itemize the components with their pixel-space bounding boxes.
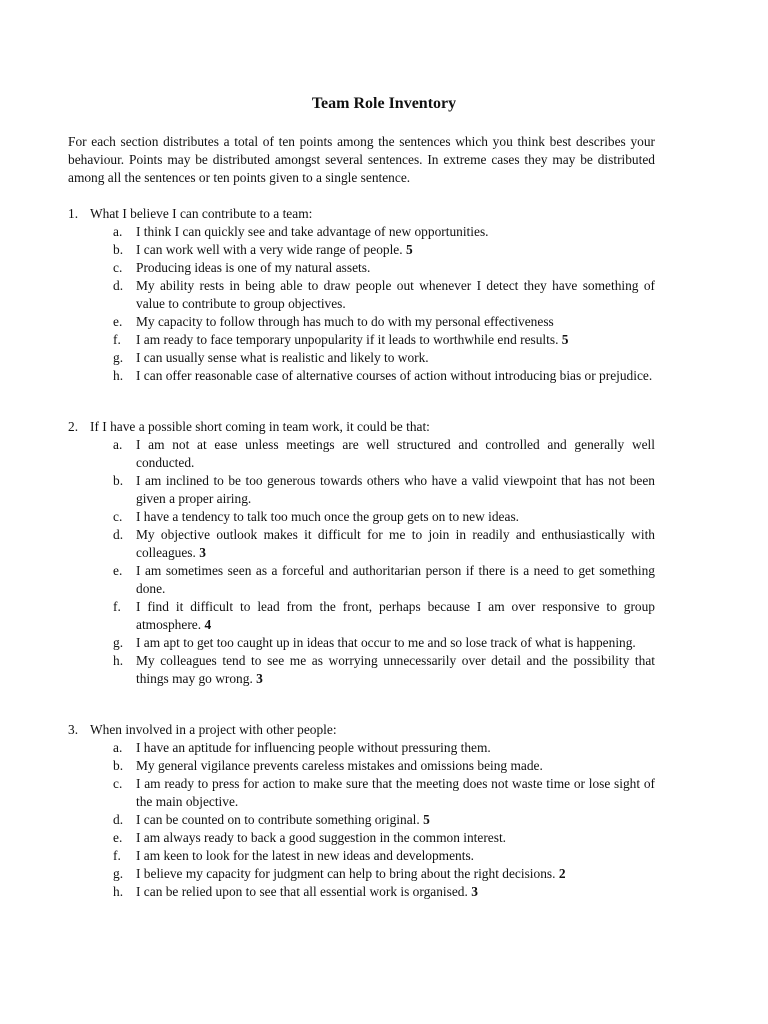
section-2 — [68, 418, 655, 688]
question-row — [68, 418, 655, 436]
item-text: I am ready to face temporary unpopularity if it leads to worthwhile end results. — [136, 332, 559, 347]
question-number: 1. — [68, 206, 79, 221]
answer-item — [68, 634, 655, 652]
item-text: My general vigilance prevents careless mistakes and omissions being made. — [136, 758, 543, 773]
item-text: My capacity to follow through has much to do with my personal effectiveness — [136, 314, 554, 329]
item-letter: e. — [113, 830, 123, 845]
answer-item — [68, 508, 655, 526]
question-text: When involved in a project with other people: — [90, 722, 337, 737]
item-text: I am not at ease unless meetings are well structured and controlled and generally well conducted. — [136, 437, 655, 470]
answer-item — [68, 739, 655, 757]
item-letter: c. — [113, 509, 123, 524]
item-text: My ability rests in being able to draw people out whenever I detect they have something of value to contribute to group objectives. — [136, 278, 655, 311]
item-score: 3 — [471, 884, 478, 899]
answer-item — [68, 349, 655, 367]
page-title: Team Role Inventory — [311, 95, 457, 112]
item-score: 4 — [204, 617, 212, 632]
item-text: I am keen to look for the latest in new ideas and developments. — [136, 848, 475, 863]
item-text: I think I can quickly see and take advantage of new opportunities. — [136, 224, 489, 239]
item-letter: g. — [113, 866, 124, 881]
answer-item — [68, 331, 655, 349]
item-letter: b. — [113, 758, 124, 773]
section-3 — [68, 721, 655, 901]
answer-item — [68, 277, 655, 313]
answer-item — [68, 775, 655, 811]
answer-item — [68, 259, 655, 277]
answer-item — [68, 598, 655, 634]
answer-item — [68, 652, 655, 688]
item-letter: g. — [113, 635, 124, 650]
item-letter: h. — [113, 884, 124, 899]
item-letter: h. — [113, 368, 124, 383]
item-text: I can be counted on to contribute something original. — [136, 812, 420, 827]
answer-item — [68, 472, 655, 508]
question-text: What I believe I can contribute to a team: — [90, 206, 313, 221]
answer-item — [68, 757, 655, 775]
item-letter: h. — [113, 653, 124, 668]
item-letter: a. — [113, 224, 123, 239]
answer-item — [68, 526, 655, 562]
answer-item — [68, 241, 655, 259]
intro-paragraph: For each section distributes a total of ten points among the sentences which you think best describes your behaviour. Points may be distributed amongst several sentences. In extreme cases they may be distributed among all the sentences or ten points given to a single sentence. — [68, 134, 655, 185]
item-text: My objective outlook makes it difficult for me to join in readily and enthusiastically with colleagues. — [136, 527, 655, 560]
item-text: Producing ideas is one of my natural assets. — [136, 260, 371, 275]
item-letter: a. — [113, 437, 123, 452]
item-letter: b. — [113, 473, 124, 488]
item-letter: d. — [113, 278, 124, 293]
item-text: I have an aptitude for influencing people without pressuring them. — [136, 740, 491, 755]
answer-item — [68, 865, 655, 883]
answer-item — [68, 811, 655, 829]
item-score: 5 — [423, 812, 430, 827]
item-text: I can usually sense what is realistic and likely to work. — [136, 350, 429, 365]
item-letter: b. — [113, 242, 124, 257]
answer-item — [68, 313, 655, 331]
item-letter: f. — [113, 848, 121, 863]
answer-list — [68, 223, 655, 385]
item-letter: d. — [113, 812, 124, 827]
answer-item — [68, 367, 655, 385]
item-text: I find it difficult to lead from the front, perhaps because I am over responsive to group atmosphere. — [136, 599, 655, 632]
question-row — [68, 721, 655, 739]
item-text: I can offer reasonable case of alternative courses of action without introducing bias or prejudice. — [136, 368, 653, 383]
item-text: I have a tendency to talk too much once the group gets on to new ideas. — [136, 509, 520, 524]
item-letter: g. — [113, 350, 124, 365]
item-score: 5 — [561, 332, 569, 347]
item-letter: c. — [113, 776, 123, 791]
item-text: I am ready to press for action to make sure that the meeting does not waste time or lose sight of the main objective. — [136, 776, 655, 809]
item-score: 3 — [256, 671, 263, 686]
item-text: I am always ready to back a good suggestion in the common interest. — [136, 830, 507, 845]
section-1 — [68, 205, 655, 385]
answer-item — [68, 847, 655, 865]
item-text: I believe my capacity for judgment can help to bring about the right decisions. — [136, 866, 556, 881]
item-letter: f. — [113, 599, 121, 614]
question-text: If I have a possible short coming in team work, it could be that: — [90, 419, 430, 434]
answer-list — [68, 739, 655, 901]
item-letter: d. — [113, 527, 124, 542]
answer-list — [68, 436, 655, 688]
answer-item — [68, 223, 655, 241]
answer-item — [68, 562, 655, 598]
item-text: I am sometimes seen as a forceful and authoritarian person if there is a need to get something done. — [136, 563, 655, 596]
item-text: My colleagues tend to see me as worrying unnecessarily over detail and the possibility that things may go wrong. — [136, 653, 655, 686]
question-number: 3. — [68, 722, 79, 737]
item-text: I am inclined to be too generous towards others who have a valid viewpoint that has not been given a proper airing. — [136, 473, 655, 506]
item-letter: a. — [113, 740, 123, 755]
question-row — [68, 205, 655, 223]
question-number: 2. — [68, 419, 79, 434]
item-score: 3 — [199, 545, 206, 560]
answer-item — [68, 436, 655, 472]
item-text: I am apt to get too caught up in ideas that occur to me and so lose track of what is happening. — [136, 635, 636, 650]
item-score: 2 — [558, 866, 566, 881]
answer-item — [68, 829, 655, 847]
item-letter: f. — [113, 332, 121, 347]
item-text: I can be relied upon to see that all essential work is organised. — [136, 884, 468, 899]
item-letter: e. — [113, 314, 123, 329]
item-text: I can work well with a very wide range of people. — [136, 242, 403, 257]
item-letter: e. — [113, 563, 123, 578]
answer-item — [68, 883, 655, 901]
item-score: 5 — [405, 242, 413, 257]
item-letter: c. — [113, 260, 123, 275]
